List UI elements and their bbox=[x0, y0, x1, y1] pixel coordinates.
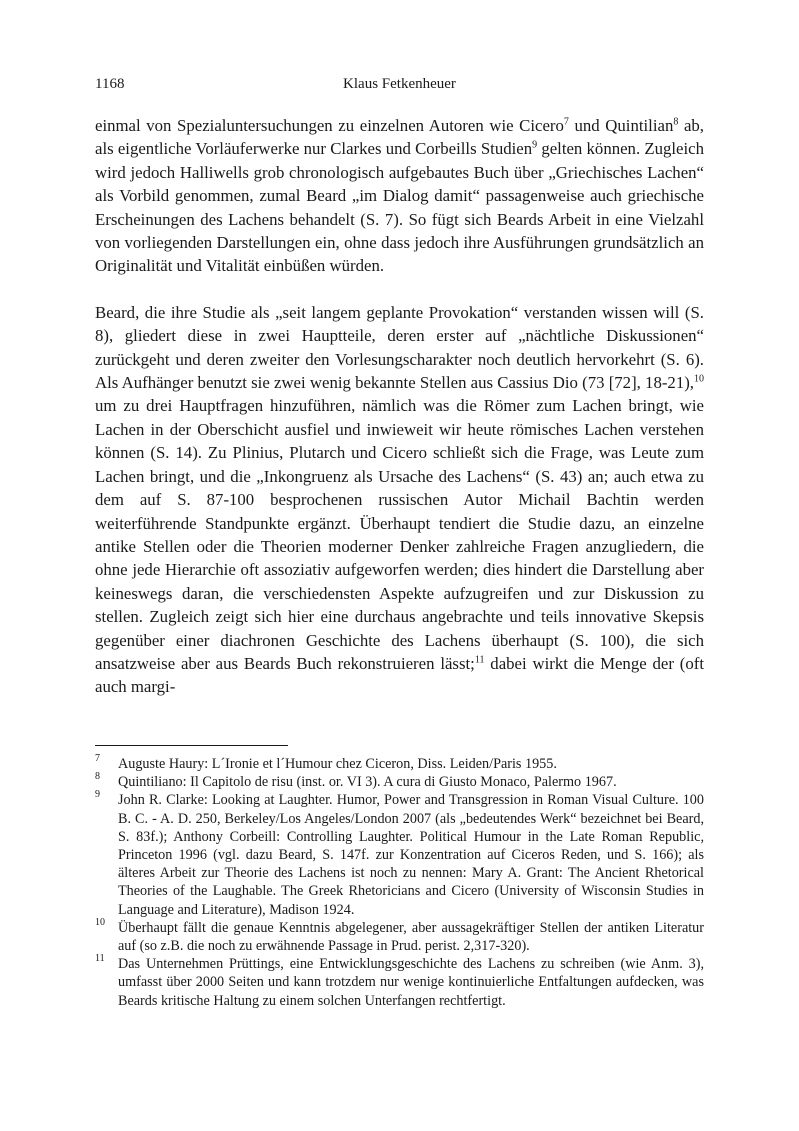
text-run: und Quintilian bbox=[568, 116, 674, 135]
footnote-number: 10 bbox=[95, 916, 105, 928]
footnote bbox=[95, 773, 704, 791]
paragraph bbox=[95, 301, 704, 699]
text-run: ab, als eigentliche Vorläuferwerke nur Clarkes und Corbeills Studien bbox=[95, 116, 704, 159]
footnote-number: 11 bbox=[95, 953, 105, 965]
footnote-text: Auguste Haury: L´Ironie et l´Humour chez Ciceron, Diss. Leiden/Paris 1955. bbox=[118, 756, 557, 772]
footnote-ref: 8 bbox=[673, 116, 679, 128]
footnote-number: 8 bbox=[95, 771, 100, 783]
text-run: gelten können. Zugleich wird jedoch Halliwells grob chronologisch aufgebautes Buch über „Griechisches Lachen“ als Vorbild genommen, zumal Beard „im Dialog damit“ passagenweise auch griechische Erscheinungen des Lachens behandelt (S. 7). So fügt sich Beards Arbeit in eine Vielzahl von vorliegenden Darstellungen ein, ohne dass jedoch ihre Ausführungen grundsätzlich an Originalität und Vitalität einbüßen würden. bbox=[95, 139, 704, 276]
text-run: um zu drei Hauptfragen hinzuführen, nämlich was die Römer zum Lachen bringt, wie Lachen in der Oberschicht ausfiel und inwieweit wir heute römisches Lachen verstehen können (S. 14). Zu Plinius, Plutarch und Cicero schließt sich die Frage, was Leute zum Lachen bringt, und die „Inkongruenz als Ursache des Lachens“ (S. 43) an; auch etwa zu dem auf S. 87-100 besprochenen russischen Autor Michail Bachtin werden weiterführende Standpunkte ergänzt. Überhaupt tendiert die Studie dazu, an einzelne antike Stellen oder die Theorien moderner Denker zahlreiche Fragen anzugliedern, die ohne jede Hierarchie oft assoziativ aufgeworfen werden; dies hindert die Darstellung aber keineswegs daran, die verschiedensten Aspekte aufzugreifen und zur Diskussion zu stellen. Zugleich zeigt sich hier eine durchaus angebrachte und teils innovative Skepsis gegenüber einer diachronen Geschichte des Lachens überhaupt (S. 100), die sich ansatzweise aber aus Beards Buch rekonstruieren lässt; bbox=[95, 396, 704, 673]
footnote-number: 7 bbox=[95, 753, 100, 764]
footnote bbox=[95, 955, 704, 1010]
footnote-ref: 10 bbox=[694, 373, 704, 385]
running-head-author: Klaus Fetkenheuer bbox=[343, 76, 456, 92]
running-head bbox=[95, 72, 704, 96]
footnote bbox=[95, 791, 704, 918]
footnotes bbox=[95, 755, 704, 1010]
footnote bbox=[95, 916, 704, 955]
book-page bbox=[95, 0, 704, 1131]
footnote-text: Quintiliano: Il Capitolo de risu (inst. or. VI 3). A cura di Giusto Monaco, Palermo 1967. bbox=[118, 774, 617, 791]
paragraph bbox=[95, 114, 704, 278]
footnote-text: John R. Clarke: Looking at Laughter. Humor, Power and Transgression in Roman Visual Culture. 100 B. C. - A. D. 250, Berkeley/Los Angeles/London 2007 (als „bedeutendes Werk“ bezeichnet bei Beard, S. 83f.); Anthony Corbeill: Controlling Laughter. Political Humour in the Late Roman Republic, Princeton 1996 (vgl. dazu Beard, S. 147f. zur Konzentration auf Ciceros Reden, und S. 166); als älteres Arbeit zur Theorie des Lachens ist noch zu nennen: Mary A. Grant: The Ancient Rhetorical Theories of the Laughable. The Greek Rhetoricians and Cicero (University of Wisconsin Studies in Language and Literature), Madison 1924. bbox=[118, 792, 704, 918]
footnote-separator bbox=[95, 745, 288, 746]
text-run: dabei wirkt die Menge der (oft auch margi- bbox=[95, 653, 704, 697]
main-text bbox=[95, 114, 704, 699]
page-number: 1168 bbox=[95, 76, 125, 92]
footnote-ref: 9 bbox=[532, 139, 538, 151]
footnote-number: 9 bbox=[95, 789, 100, 801]
footnote-ref: 11 bbox=[474, 654, 485, 666]
text-run: einmal von Spezialuntersuchungen zu einzelnen Autoren wie Cicero bbox=[95, 116, 564, 135]
footnote bbox=[95, 755, 704, 773]
footnote-text: Das Unternehmen Prüttings, eine Entwicklungsgeschichte des Lachens zu schreiben (wie Anm. 3), umfasst über 2000 Seiten und kann trotzdem nur wenige kontinuierliche Entfaltungen aufdecken, was Beards kritische Haltung zu einem solchen Unterfangen rechtfertigt. bbox=[118, 956, 704, 1009]
footnote-ref: 7 bbox=[563, 116, 569, 128]
text-run: Beard, die ihre Studie als „seit langem geplante Provokation“ verstanden wissen will (S. 8), gliedert diese in zwei Hauptteile, deren erster auf „nächtliche Diskussionen“ zurückgeht und deren zweiter den Vorlesungscharakter noch deutlich hervorkehrt (S. 6). Als Aufhänger benutzt sie zwei wenig bekannte Stellen aus Cassius Dio (73 [72], 18-21), bbox=[95, 302, 704, 393]
footnote-text: Überhaupt fällt die genaue Kenntnis abgelegener, aber aussagekräftiger Stellen der antiken Literatur auf (so z.B. die noch zu erwähnende Passage in Prud. perist. 2,317-320). bbox=[118, 919, 704, 955]
